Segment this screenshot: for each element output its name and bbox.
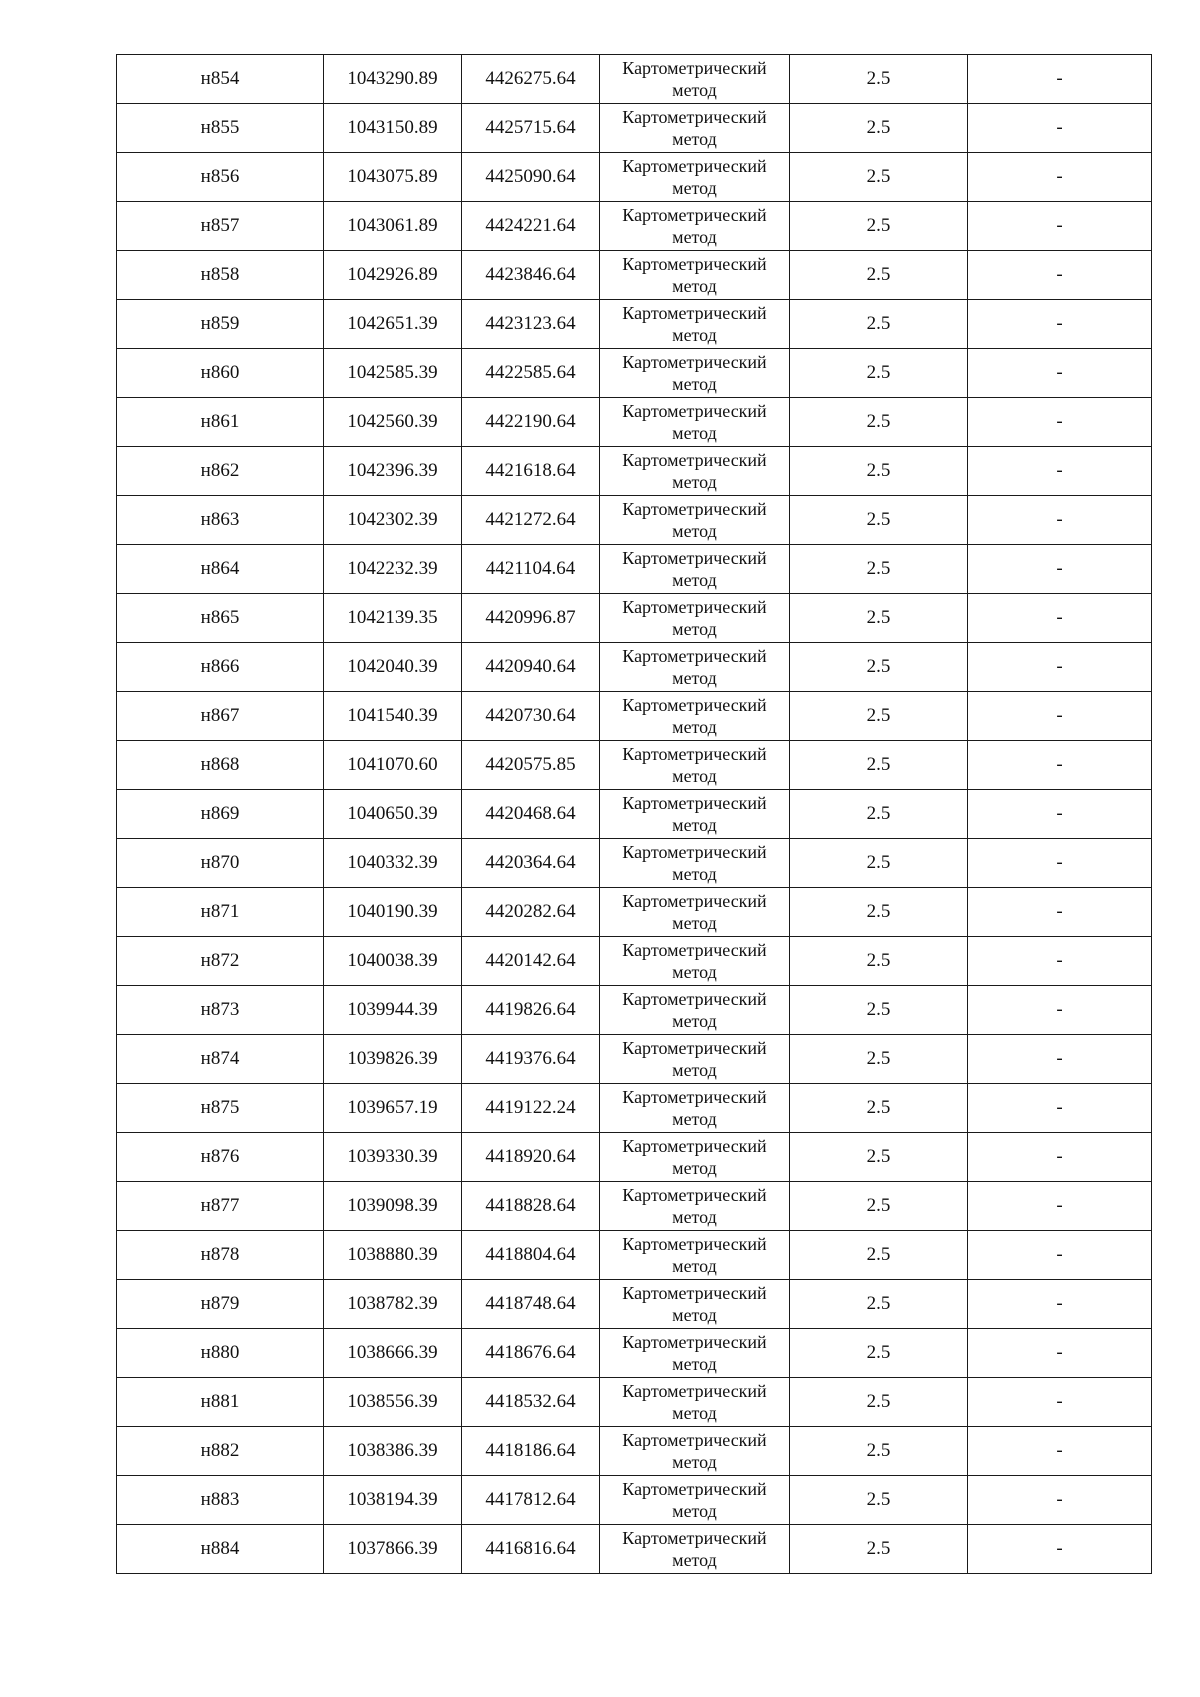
table-row [117,349,1152,398]
method-text-line-2: метод [672,1305,717,1325]
table-row [117,1476,1152,1525]
point-id-cell: н878 [117,1231,324,1280]
method-text-line-1: Картометрический [622,989,767,1009]
method-text-line-1: Картометрический [622,1430,767,1450]
method-cell [600,1427,790,1476]
y-coordinate-cell: 4426275.64 [462,55,600,104]
y-coordinate-cell: 4419376.64 [462,1035,600,1084]
y-coordinate-cell: 4420468.64 [462,790,600,839]
note-cell: - [968,1280,1152,1329]
accuracy-cell: 2.5 [790,1427,968,1476]
y-coordinate-cell: 4418676.64 [462,1329,600,1378]
note-cell: - [968,251,1152,300]
table-row [117,545,1152,594]
x-coordinate-cell: 1039330.39 [324,1133,462,1182]
point-id-cell: н881 [117,1378,324,1427]
note-cell: - [968,986,1152,1035]
method-cell [600,1182,790,1231]
method-cell [600,202,790,251]
accuracy-cell: 2.5 [790,1525,968,1574]
accuracy-cell: 2.5 [790,1476,968,1525]
method-text-line-2: метод [672,766,717,786]
point-id-cell: н882 [117,1427,324,1476]
y-coordinate-cell: 4418748.64 [462,1280,600,1329]
x-coordinate-cell: 1039657.19 [324,1084,462,1133]
x-coordinate-cell: 1042651.39 [324,300,462,349]
table-row [117,790,1152,839]
point-id-cell: н869 [117,790,324,839]
y-coordinate-cell: 4421618.64 [462,447,600,496]
table-row [117,839,1152,888]
y-coordinate-cell: 4422190.64 [462,398,600,447]
point-id-cell: н860 [117,349,324,398]
accuracy-cell: 2.5 [790,888,968,937]
method-text-line-2: метод [672,570,717,590]
method-cell [600,1525,790,1574]
method-text-line-2: метод [672,717,717,737]
y-coordinate-cell: 4416816.64 [462,1525,600,1574]
x-coordinate-cell: 1042302.39 [324,496,462,545]
accuracy-cell: 2.5 [790,1084,968,1133]
method-cell [600,937,790,986]
table-row [117,1378,1152,1427]
method-text-line-1: Картометрический [622,1185,767,1205]
method-text-line-2: метод [672,129,717,149]
method-text-line-1: Картометрический [622,891,767,911]
method-cell [600,300,790,349]
method-cell [600,153,790,202]
note-cell: - [968,1378,1152,1427]
method-cell [600,447,790,496]
method-text-line-1: Картометрический [622,646,767,666]
point-id-cell: н865 [117,594,324,643]
table-row [117,888,1152,937]
table-row [117,1182,1152,1231]
x-coordinate-cell: 1038194.39 [324,1476,462,1525]
note-cell: - [968,1182,1152,1231]
method-text-line-1: Картометрический [622,940,767,960]
point-id-cell: н862 [117,447,324,496]
y-coordinate-cell: 4418532.64 [462,1378,600,1427]
x-coordinate-cell: 1042560.39 [324,398,462,447]
y-coordinate-cell: 4421104.64 [462,545,600,594]
y-coordinate-cell: 4425090.64 [462,153,600,202]
table-row [117,300,1152,349]
note-cell: - [968,202,1152,251]
x-coordinate-cell: 1043075.89 [324,153,462,202]
note-cell: - [968,1329,1152,1378]
table-row [117,153,1152,202]
x-coordinate-cell: 1037866.39 [324,1525,462,1574]
y-coordinate-cell: 4420940.64 [462,643,600,692]
note-cell: - [968,1427,1152,1476]
note-cell: - [968,594,1152,643]
point-id-cell: н874 [117,1035,324,1084]
table-row [117,496,1152,545]
method-text-line-1: Картометрический [622,695,767,715]
note-cell: - [968,937,1152,986]
note-cell: - [968,104,1152,153]
point-id-cell: н864 [117,545,324,594]
y-coordinate-cell: 4420575.85 [462,741,600,790]
method-cell [600,545,790,594]
note-cell: - [968,447,1152,496]
method-cell [600,594,790,643]
y-coordinate-cell: 4420730.64 [462,692,600,741]
point-id-cell: н858 [117,251,324,300]
method-text-line-1: Картометрический [622,58,767,78]
method-cell [600,104,790,153]
coordinates-table-body [117,55,1152,1574]
method-text-line-2: метод [672,276,717,296]
method-text-line-2: метод [672,815,717,835]
method-text-line-2: метод [672,1207,717,1227]
note-cell: - [968,1084,1152,1133]
method-cell [600,251,790,300]
point-id-cell: н866 [117,643,324,692]
table-row [117,398,1152,447]
accuracy-cell: 2.5 [790,1182,968,1231]
method-cell [600,1280,790,1329]
accuracy-cell: 2.5 [790,790,968,839]
method-cell [600,741,790,790]
table-row [117,1231,1152,1280]
table-row [117,1084,1152,1133]
accuracy-cell: 2.5 [790,1133,968,1182]
table-row [117,643,1152,692]
y-coordinate-cell: 4425715.64 [462,104,600,153]
accuracy-cell: 2.5 [790,398,968,447]
x-coordinate-cell: 1041070.60 [324,741,462,790]
accuracy-cell: 2.5 [790,153,968,202]
x-coordinate-cell: 1042396.39 [324,447,462,496]
y-coordinate-cell: 4418920.64 [462,1133,600,1182]
x-coordinate-cell: 1042139.35 [324,594,462,643]
method-text-line-2: метод [672,962,717,982]
y-coordinate-cell: 4420364.64 [462,839,600,888]
accuracy-cell: 2.5 [790,496,968,545]
note-cell: - [968,1525,1152,1574]
table-row [117,1280,1152,1329]
y-coordinate-cell: 4423846.64 [462,251,600,300]
table-row [117,937,1152,986]
method-text-line-1: Картометрический [622,107,767,127]
note-cell: - [968,839,1152,888]
point-id-cell: н876 [117,1133,324,1182]
note-cell: - [968,643,1152,692]
point-id-cell: н857 [117,202,324,251]
method-cell [600,839,790,888]
method-text-line-1: Картометрический [622,1087,767,1107]
note-cell: - [968,692,1152,741]
note-cell: - [968,153,1152,202]
y-coordinate-cell: 4420282.64 [462,888,600,937]
method-text-line-1: Картометрический [622,842,767,862]
method-text-line-1: Картометрический [622,793,767,813]
point-id-cell: н879 [117,1280,324,1329]
point-id-cell: н875 [117,1084,324,1133]
table-row [117,447,1152,496]
table-row [117,741,1152,790]
method-text-line-1: Картометрический [622,1136,767,1156]
method-cell [600,349,790,398]
point-id-cell: н867 [117,692,324,741]
point-id-cell: н868 [117,741,324,790]
accuracy-cell: 2.5 [790,349,968,398]
note-cell: - [968,496,1152,545]
x-coordinate-cell: 1043150.89 [324,104,462,153]
method-text-line-2: метод [672,521,717,541]
method-cell [600,1133,790,1182]
x-coordinate-cell: 1039098.39 [324,1182,462,1231]
note-cell: - [968,1231,1152,1280]
note-cell: - [968,1133,1152,1182]
table-row [117,1427,1152,1476]
accuracy-cell: 2.5 [790,1280,968,1329]
y-coordinate-cell: 4421272.64 [462,496,600,545]
x-coordinate-cell: 1039826.39 [324,1035,462,1084]
x-coordinate-cell: 1040332.39 [324,839,462,888]
point-id-cell: н859 [117,300,324,349]
x-coordinate-cell: 1042585.39 [324,349,462,398]
accuracy-cell: 2.5 [790,741,968,790]
method-text-line-2: метод [672,1550,717,1570]
accuracy-cell: 2.5 [790,1329,968,1378]
method-text-line-2: метод [672,80,717,100]
y-coordinate-cell: 4423123.64 [462,300,600,349]
accuracy-cell: 2.5 [790,300,968,349]
method-cell [600,1378,790,1427]
y-coordinate-cell: 4422585.64 [462,349,600,398]
method-cell [600,55,790,104]
method-text-line-2: метод [672,472,717,492]
method-text-line-2: метод [672,619,717,639]
note-cell: - [968,349,1152,398]
point-id-cell: н877 [117,1182,324,1231]
accuracy-cell: 2.5 [790,692,968,741]
note-cell: - [968,1476,1152,1525]
table-row [117,1035,1152,1084]
y-coordinate-cell: 4418828.64 [462,1182,600,1231]
accuracy-cell: 2.5 [790,937,968,986]
method-text-line-2: метод [672,864,717,884]
point-id-cell: н873 [117,986,324,1035]
method-cell [600,1035,790,1084]
table-row [117,202,1152,251]
point-id-cell: н855 [117,104,324,153]
accuracy-cell: 2.5 [790,1035,968,1084]
table-row [117,594,1152,643]
x-coordinate-cell: 1038782.39 [324,1280,462,1329]
note-cell: - [968,888,1152,937]
x-coordinate-cell: 1042926.89 [324,251,462,300]
accuracy-cell: 2.5 [790,986,968,1035]
x-coordinate-cell: 1038880.39 [324,1231,462,1280]
method-text-line-1: Картометрический [622,450,767,470]
point-id-cell: н870 [117,839,324,888]
accuracy-cell: 2.5 [790,104,968,153]
accuracy-cell: 2.5 [790,447,968,496]
table-row [117,251,1152,300]
method-text-line-2: метод [672,1403,717,1423]
x-coordinate-cell: 1040650.39 [324,790,462,839]
method-text-line-1: Картометрический [622,254,767,274]
method-text-line-2: метод [672,1452,717,1472]
method-cell [600,692,790,741]
method-cell [600,496,790,545]
x-coordinate-cell: 1043290.89 [324,55,462,104]
point-id-cell: н856 [117,153,324,202]
method-text-line-2: метод [672,1354,717,1374]
x-coordinate-cell: 1042040.39 [324,643,462,692]
y-coordinate-cell: 4420996.87 [462,594,600,643]
method-text-line-1: Картометрический [622,597,767,617]
method-text-line-2: метод [672,1060,717,1080]
x-coordinate-cell: 1040190.39 [324,888,462,937]
note-cell: - [968,55,1152,104]
accuracy-cell: 2.5 [790,202,968,251]
table-row [117,692,1152,741]
note-cell: - [968,741,1152,790]
x-coordinate-cell: 1038666.39 [324,1329,462,1378]
method-text-line-1: Картометрический [622,1038,767,1058]
x-coordinate-cell: 1038556.39 [324,1378,462,1427]
point-id-cell: н854 [117,55,324,104]
method-cell [600,1231,790,1280]
accuracy-cell: 2.5 [790,545,968,594]
y-coordinate-cell: 4419122.24 [462,1084,600,1133]
note-cell: - [968,1035,1152,1084]
y-coordinate-cell: 4418804.64 [462,1231,600,1280]
method-text-line-1: Картометрический [622,1234,767,1254]
method-cell [600,986,790,1035]
point-id-cell: н861 [117,398,324,447]
method-cell [600,1329,790,1378]
accuracy-cell: 2.5 [790,643,968,692]
note-cell: - [968,398,1152,447]
method-text-line-1: Картометрический [622,1332,767,1352]
x-coordinate-cell: 1040038.39 [324,937,462,986]
method-text-line-1: Картометрический [622,401,767,421]
method-text-line-1: Картометрический [622,303,767,323]
point-id-cell: н883 [117,1476,324,1525]
x-coordinate-cell: 1041540.39 [324,692,462,741]
note-cell: - [968,300,1152,349]
method-text-line-1: Картометрический [622,1479,767,1499]
method-text-line-2: метод [672,325,717,345]
method-text-line-2: метод [672,227,717,247]
method-cell [600,1476,790,1525]
note-cell: - [968,790,1152,839]
y-coordinate-cell: 4418186.64 [462,1427,600,1476]
method-text-line-1: Картометрический [622,205,767,225]
note-cell: - [968,545,1152,594]
table-row [117,1329,1152,1378]
table-row [117,986,1152,1035]
x-coordinate-cell: 1039944.39 [324,986,462,1035]
point-id-cell: н884 [117,1525,324,1574]
y-coordinate-cell: 4417812.64 [462,1476,600,1525]
method-text-line-2: метод [672,668,717,688]
point-id-cell: н863 [117,496,324,545]
method-cell [600,1084,790,1133]
method-cell [600,643,790,692]
method-text-line-2: метод [672,1158,717,1178]
x-coordinate-cell: 1042232.39 [324,545,462,594]
accuracy-cell: 2.5 [790,594,968,643]
method-text-line-2: метод [672,1256,717,1276]
method-text-line-1: Картометрический [622,548,767,568]
point-id-cell: н872 [117,937,324,986]
method-text-line-2: метод [672,1109,717,1129]
table-row [117,55,1152,104]
x-coordinate-cell: 1038386.39 [324,1427,462,1476]
table-row [117,1525,1152,1574]
method-text-line-1: Картометрический [622,352,767,372]
x-coordinate-cell: 1043061.89 [324,202,462,251]
point-id-cell: н871 [117,888,324,937]
accuracy-cell: 2.5 [790,839,968,888]
method-cell [600,888,790,937]
method-text-line-1: Картометрический [622,499,767,519]
method-cell [600,398,790,447]
method-text-line-2: метод [672,423,717,443]
method-text-line-2: метод [672,178,717,198]
table-row [117,104,1152,153]
method-text-line-1: Картометрический [622,1381,767,1401]
y-coordinate-cell: 4424221.64 [462,202,600,251]
method-text-line-2: метод [672,374,717,394]
method-text-line-2: метод [672,913,717,933]
table-row [117,1133,1152,1182]
accuracy-cell: 2.5 [790,55,968,104]
method-text-line-1: Картометрический [622,156,767,176]
method-text-line-1: Картометрический [622,744,767,764]
point-id-cell: н880 [117,1329,324,1378]
y-coordinate-cell: 4419826.64 [462,986,600,1035]
coordinates-table [116,54,1152,1574]
method-text-line-1: Картометрический [622,1283,767,1303]
y-coordinate-cell: 4420142.64 [462,937,600,986]
method-text-line-1: Картометрический [622,1528,767,1548]
method-text-line-2: метод [672,1011,717,1031]
accuracy-cell: 2.5 [790,1378,968,1427]
accuracy-cell: 2.5 [790,1231,968,1280]
method-text-line-2: метод [672,1501,717,1521]
accuracy-cell: 2.5 [790,251,968,300]
method-cell [600,790,790,839]
